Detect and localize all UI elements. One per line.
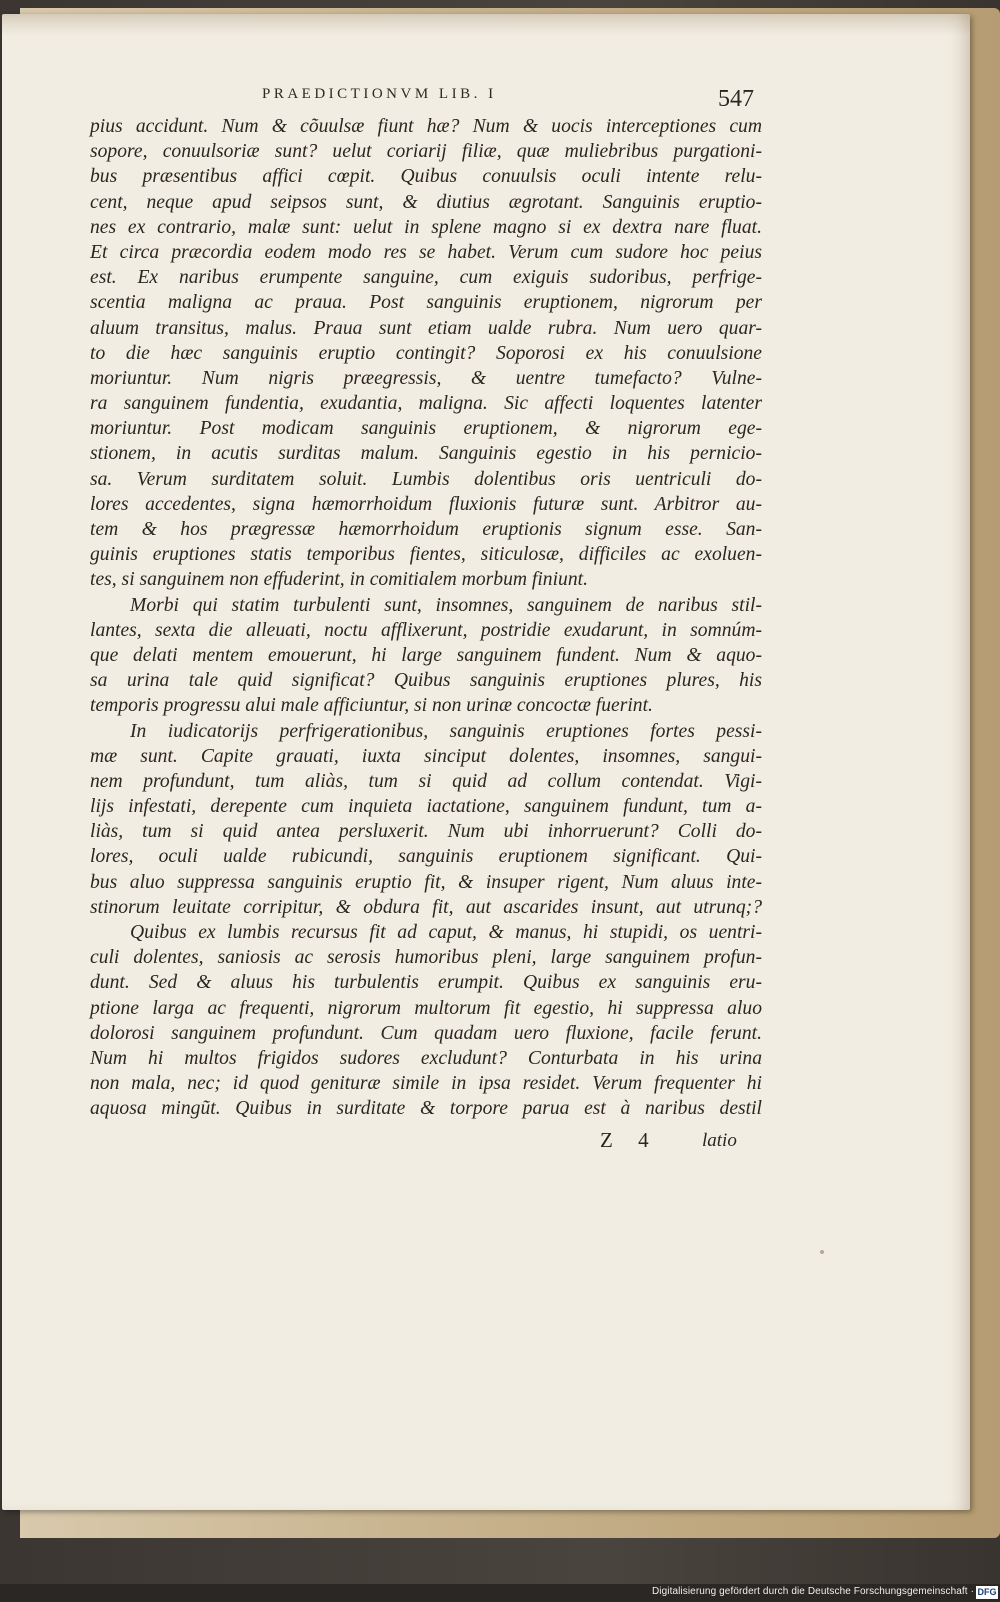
text-line: stinorum leuitate corripitur, & obdura fit, aut ascarides insunt, aut utrunq;? [90, 896, 762, 918]
text-line: ra sanguinem fundentia, exudantia, maligna. Sic affecti loquentes latenter [90, 393, 762, 415]
page-shadow [2, 14, 970, 36]
text-line: guinis eruptiones statis temporibus fientes, siticulosæ, difficiles ac exoluen- [90, 544, 762, 566]
text-line: tem & hos prægressæ hæmorrhoidum eruptionis signum esse. San- [90, 519, 762, 540]
text-line: Num hi multos frigidos sudores excludunt? Conturbata in his urina [90, 1047, 762, 1069]
text-line: non mala, nec; id quod genituræ simile in ipsa residet. Verum frequenter hi [90, 1073, 762, 1095]
paper-speck [820, 1250, 824, 1254]
text-line: lantes, sexta die alleuati, noctu afflixerunt, postridie exudarunt, in somnúm- [90, 619, 762, 641]
text-line: bus præsentibus affici cœpit. Quibus conuulsis oculi intente relu- [90, 166, 762, 188]
footer-credit: Digitalisierung gefördert durch die Deutsche Forschungsgemeinschaft · [651, 1586, 974, 1597]
text-line: sa urina tale quid significat? Quibus sanguinis eruptiones plures, his [90, 670, 762, 692]
text-line: aquosa mingũt. Quibus in surditate & torpore parua est à naribus destil [90, 1098, 762, 1120]
text-line: ptione larga ac frequenti, nigrorum multorum fit egestio, hi suppressa aluo [90, 997, 762, 1019]
text-line: sopore, conuulsoriæ sunt? uelut coriarij filiæ, quæ muliebribus purgationi- [90, 141, 762, 163]
text-line: mæ sunt. Capite grauati, iuxta sinciput dolentes, insomnes, sangui- [90, 745, 762, 767]
text-line: est. Ex naribus erumpente sanguine, cum exiguis sudoribus, perfrige- [90, 267, 762, 289]
text-line: bus aluo suppressa sanguinis eruptio fit, & insuper rigent, Num aluus inte- [90, 871, 762, 893]
signature-mark: Z 4 [600, 1128, 659, 1152]
text-line: moriuntur. Num nigris præegressis, & uentre tumefacto? Vulne- [90, 367, 762, 389]
catchword: latio [702, 1130, 737, 1151]
text-line: aluum transitus, malus. Praua sunt etiam ualde rubra. Num uero quar- [90, 317, 762, 339]
text-line: dunt. Sed & aluus his turbulentis erumpit. Quibus ex sanguinis eru- [90, 972, 762, 994]
text-line: lores accedentes, signa hæmorrhoidum fluxionis futuræ sunt. Arbitror au- [90, 493, 762, 515]
text-line: moriuntur. Post modicam sanguinis eruptionem, & nigrorum ege- [90, 418, 762, 440]
text-line: temporis progressu alui male afficiuntur, si non urinæ concoctæ fuerint. [90, 695, 653, 717]
text-line: que delati mentem emouerunt, hi large sanguinem fundent. Num & aquo- [90, 644, 762, 666]
text-line: tes, si sanguinem non effuderint, in comitialem morbum finiunt. [90, 569, 588, 591]
text-line: Quibus ex lumbis recursus fit ad caput, & manus, hi stupidi, os uentri- [130, 922, 762, 943]
text-line: to die hæc sanguinis eruptio contingit? Soporosi ex his conuulsione [90, 342, 762, 364]
text-line: scentia maligna ac praua. Post sanguinis eruptionem, nigrorum per [90, 292, 762, 314]
text-line: stionem, in acutis surditas malum. Sanguinis egestio in his pernicio- [90, 443, 762, 465]
text-line: Et circa præcordia eodem modo res se habet. Verum cum sudore hoc peius [90, 241, 762, 263]
text-line: dolorosi sanguinem profundunt. Cum quadam uero fluxione, facile ferunt. [90, 1022, 762, 1044]
dfg-logo: DFG [977, 1587, 997, 1597]
text-line: lores, oculi ualde rubicundi, sanguinis eruptionem significant. Qui- [90, 846, 762, 868]
text-line: In iudicatorijs perfrigerationibus, sanguinis eruptiones fortes pessi- [130, 720, 762, 742]
text-line: lijs infestati, derepente cum inquieta iactatione, sanguinem fundunt, tum a- [90, 796, 762, 818]
text-line: nem profundunt, tum aliàs, tum si quid ad collum contendat. Vigi- [90, 770, 762, 792]
text-line: cent, neque apud seipsos sunt, & diutius ægrotant. Sanguinis eruptio- [90, 191, 762, 213]
text-line: sa. Verum surditatem soluit. Lumbis dolentibus oris uentriculi do- [90, 468, 762, 490]
text-line: culi dolentes, saniosis ac serosis humoribus pleni, large sanguinem profun- [90, 947, 762, 969]
text-line: nes ex contrario, malæ sunt: uelut in splene magno si ex dextra nare fluat. [90, 216, 762, 238]
text-line: liàs, tum si quid antea persluxerit. Num ubi inhorruerunt? Colli do- [90, 821, 762, 843]
main-text-block [90, 114, 762, 1122]
text-line: pius accidunt. Num & cõuulsæ fiunt hæ? Num & uocis interceptiones cum [90, 116, 762, 137]
page-number: 547 [718, 86, 754, 112]
running-head: PRAEDICTIONVM LIB. I [262, 86, 497, 102]
text-line: Morbi qui statim turbulenti sunt, insomnes, sanguinem de naribus stil- [130, 594, 762, 616]
